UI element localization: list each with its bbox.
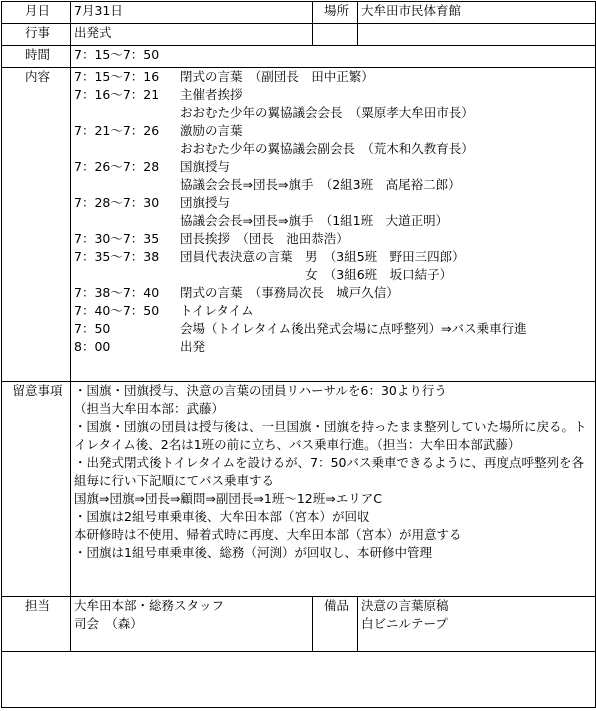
program-time: 7：35～7：38 <box>74 249 160 264</box>
program-item: 激励の言葉 <box>180 123 243 138</box>
program-time: 7：15～7：16 <box>74 69 160 84</box>
program-item: 主催者挨拶 <box>180 87 243 102</box>
note-line: 国旗⇒団旗⇒団長⇒顧問⇒副団長⇒1班～12班⇒エリアC <box>74 491 382 506</box>
event-row <box>2 24 596 46</box>
place-label: 場所 <box>313 2 358 24</box>
time-label: 時間 <box>2 46 71 68</box>
program-time: 7：21～7：26 <box>74 123 160 138</box>
program-time: 8：00 <box>74 339 111 354</box>
note-line: ・国旗・団旗の団員は授与後は、一旦国旗・団旗を持ったまま整列していた場所に戻る。トイレタイム後、2名は1班の前に立ち、バス乗車行進。（担当：大牟田本部武藤） <box>74 419 587 452</box>
place-value: 大牟田市民体育館 <box>358 2 596 24</box>
program-item: トイレタイム <box>180 303 254 318</box>
program-item: 出発 <box>180 339 206 354</box>
content-row <box>2 68 596 382</box>
program-detail: おおむた少年の翼協議会会長 （粟原孝大牟田市長） <box>180 105 474 120</box>
staff-line: 司会 （森） <box>74 616 143 631</box>
program-line <box>74 302 595 320</box>
program-line <box>74 68 595 86</box>
program-line <box>74 284 595 302</box>
event-value: 出発式 <box>71 24 313 46</box>
program-item: 閉式の言葉 （事務局次長 城戸久信） <box>180 285 399 300</box>
event-empty-cell-1 <box>313 24 358 46</box>
equipment-line: 白ビニルテープ <box>361 616 448 631</box>
program-detail: 協議会会長⇒団長⇒旗手 （1組1班 大道正明） <box>180 213 449 228</box>
staff-line: 大牟田本部・総務スタッフ <box>74 598 225 613</box>
blank-cell <box>2 652 596 708</box>
equipment-list <box>358 597 596 652</box>
program-line <box>74 248 595 266</box>
date-label: 月日 <box>2 2 71 24</box>
time-row <box>2 46 596 68</box>
time-value: 7：15～7：50 <box>71 46 596 68</box>
program-line <box>74 230 595 248</box>
note-line: ・国旗・団旗授与、決意の言葉の団員リハーサルを6：30より行う <box>74 383 447 398</box>
note-line: ・出発式閉式後トイレタイムを設けるが、7：50バス乗車できるように、再度点呼整列を各組毎に行い下記順にてバス乗車する <box>74 455 584 488</box>
staff-list <box>71 597 313 652</box>
program-time: 7：38～7：40 <box>74 285 160 300</box>
program-item: 閉式の言葉 （副団長 田中正繁） <box>180 69 374 84</box>
program-line <box>74 122 595 140</box>
program-time: 7：40～7：50 <box>74 303 160 318</box>
equipment-line: 決意の言葉原稿 <box>361 598 449 613</box>
program-detail: 協議会会長⇒団長⇒旗手 （2組3班 高尾裕二郎） <box>180 177 461 192</box>
blank-row <box>2 652 596 708</box>
event-label: 行事 <box>2 24 71 46</box>
event-schedule-sheet <box>1 1 596 708</box>
program-time: 7：30～7：35 <box>74 231 160 246</box>
program-item: 団員代表決意の言葉 男 （3組5班 野田三四郎） <box>180 249 465 264</box>
program-detail: 女 （3組6班 坂口結子） <box>180 267 453 282</box>
note-line: ・団旗は1組号車乗車後、総務（河渕）が回収し、本研修中管理 <box>74 545 432 560</box>
program-time: 7：26～7：28 <box>74 159 160 174</box>
program-item: 団長挨拶 （団長 池田恭浩） <box>180 231 349 246</box>
staff-label: 担当 <box>2 597 71 652</box>
notes-list <box>71 382 596 597</box>
event-empty-cell-2 <box>358 24 596 46</box>
equipment-label: 備品 <box>313 597 358 652</box>
program-time: 7：50 <box>74 321 111 336</box>
date-row <box>2 2 596 24</box>
content-program-list <box>71 68 596 382</box>
note-line: 本研修時は不使用、帰着式時に再度、大牟田本部（宮本）が用意する <box>74 527 462 542</box>
program-line <box>74 320 595 338</box>
notes-row <box>2 382 596 597</box>
content-label: 内容 <box>2 68 71 382</box>
program-time: 7：28～7：30 <box>74 195 160 210</box>
note-line: （担当大牟田本部：武藤） <box>74 401 225 416</box>
program-line <box>74 86 595 104</box>
program-line <box>74 338 595 356</box>
staff-row <box>2 597 596 652</box>
program-item: 国旗授与 <box>180 159 231 174</box>
program-line <box>74 194 595 212</box>
notes-label: 留意事項 <box>2 382 71 597</box>
note-line: ・国旗は2組号車乗車後、大牟田本部（宮本）が回収 <box>74 509 370 524</box>
program-detail: おおむた少年の翼協議会副会長 （荒木和久教育長） <box>180 141 474 156</box>
date-value: 7月31日 <box>71 2 313 24</box>
program-time: 7：16～7：21 <box>74 87 160 102</box>
program-item: 団旗授与 <box>180 195 231 210</box>
program-item: 会場（トイレタイム後出発式会場に点呼整列）⇒バス乗車行進 <box>180 321 527 336</box>
program-line <box>74 158 595 176</box>
